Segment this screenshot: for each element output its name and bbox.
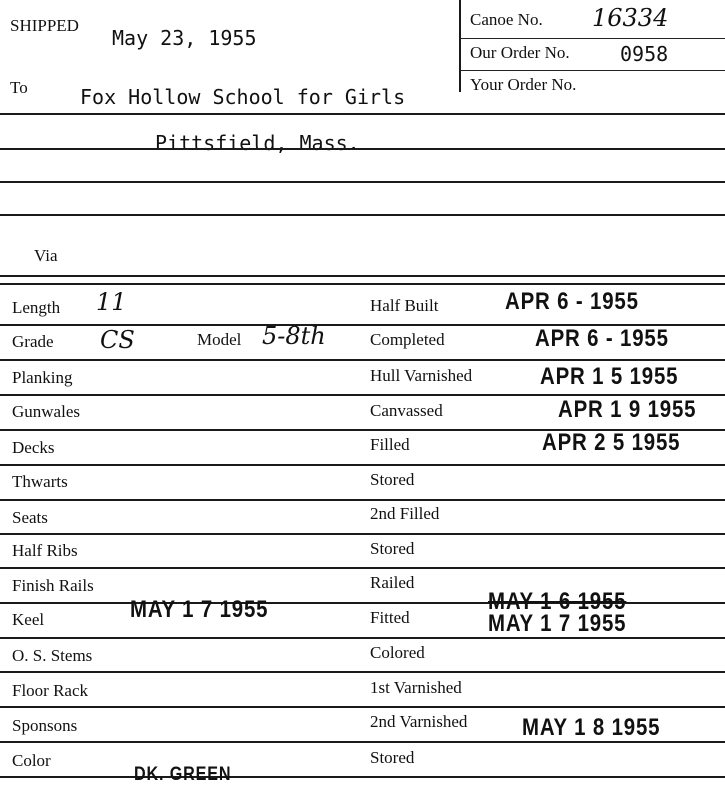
filled-label: Filled — [370, 435, 410, 454]
keel-stamp: MAY 1 7 1955 — [130, 596, 269, 623]
rule — [0, 464, 725, 466]
fitted-label: Fitted — [370, 608, 410, 627]
rule — [0, 214, 725, 216]
rule — [0, 671, 725, 673]
second-filled-label: 2nd Filled — [370, 504, 440, 523]
canoe-number-label: Canoe No. — [470, 10, 543, 29]
os-stems-label: O. S. Stems — [12, 646, 93, 665]
half-built-date: APR 6 - 1955 — [505, 288, 639, 315]
your-order-label: Your Order No. — [470, 75, 577, 94]
canoe-number-value: 16334 — [592, 4, 669, 32]
to-line-1: Fox Hollow School for Girls — [80, 85, 406, 109]
rule — [0, 776, 725, 778]
second-varnished-label: 2nd Varnished — [370, 712, 468, 731]
rule — [0, 148, 725, 150]
to-line-2: Pittsfield, Mass. — [155, 131, 360, 155]
completed-date: APR 6 - 1955 — [535, 325, 669, 352]
half-built-label: Half Built — [370, 296, 439, 315]
filled-date: APR 2 5 1955 — [542, 429, 681, 456]
header-divider — [459, 0, 461, 92]
railed-label: Railed — [370, 573, 415, 592]
second-varnished-date: MAY 1 8 1955 — [522, 714, 661, 741]
hull-varnished-date: APR 1 5 1955 — [540, 363, 679, 390]
our-order-value: 0958 — [620, 42, 669, 66]
rule — [0, 113, 725, 115]
via-label: Via — [34, 246, 58, 265]
rule — [0, 499, 725, 501]
sponsons-label: Sponsons — [12, 716, 78, 735]
shipped-label: SHIPPED — [10, 16, 79, 35]
rule — [0, 706, 725, 708]
rule — [0, 567, 725, 569]
planking-label: Planking — [12, 368, 73, 387]
thwarts-label: Thwarts — [12, 472, 68, 491]
hull-varnished-label: Hull Varnished — [370, 366, 473, 385]
half-ribs-label: Half Ribs — [12, 541, 78, 560]
canoe-underline — [459, 38, 725, 39]
completed-label: Completed — [370, 330, 445, 349]
color-label: Color — [12, 751, 51, 770]
rule — [0, 275, 725, 277]
shipped-date: May 23, 1955 — [112, 26, 257, 50]
stored-label-3: Stored — [370, 748, 415, 767]
color-value: DK. GREEN — [134, 764, 232, 785]
canvassed-label: Canvassed — [370, 401, 443, 420]
keel-label: Keel — [12, 610, 45, 629]
railed-date: MAY 1 6 1955 — [488, 588, 627, 615]
length-label: Length — [12, 298, 61, 317]
decks-label: Decks — [12, 438, 55, 457]
finish-rails-label: Finish Rails — [12, 576, 94, 595]
rule — [0, 283, 725, 285]
rule — [0, 359, 725, 361]
order-underline — [459, 70, 725, 71]
stored-label-2: Stored — [370, 539, 415, 558]
our-order-label: Our Order No. — [470, 43, 570, 62]
rule — [0, 533, 725, 535]
length-value: 11 — [96, 288, 127, 316]
fitted-date: MAY 1 7 1955 — [488, 610, 627, 637]
stored-label-1: Stored — [370, 470, 415, 489]
floor-rack-label: Floor Rack — [12, 681, 89, 700]
to-label: To — [10, 78, 28, 97]
seats-label: Seats — [12, 508, 48, 527]
gunwales-label: Gunwales — [12, 402, 80, 421]
model-value: 5-8th — [262, 322, 326, 350]
model-label: Model — [197, 330, 242, 349]
colored-label: Colored — [370, 643, 425, 662]
grade-label: Grade — [12, 332, 54, 351]
canvassed-date: APR 1 9 1955 — [558, 396, 697, 423]
grade-value: CS — [100, 326, 135, 354]
first-varnished-label: 1st Varnished — [370, 678, 462, 697]
rule — [0, 181, 725, 183]
